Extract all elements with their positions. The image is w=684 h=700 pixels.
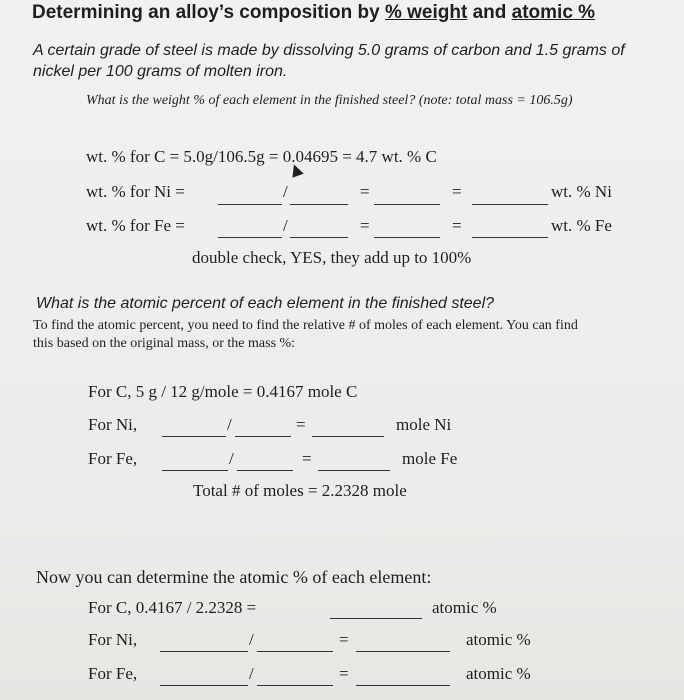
question-atomic-percent: What is the atomic percent of each element in the finished steel? [36, 295, 495, 312]
double-check-text: double check, YES, they add up to 100% [192, 248, 472, 267]
fe-atomic-blank-1[interactable] [160, 684, 248, 686]
c-atomic-unit: atomic % [432, 598, 497, 617]
fe-wt-blank-3[interactable] [374, 236, 440, 238]
fe-mol-blank-1[interactable] [162, 469, 228, 471]
total-moles: Total # of moles = 2.2328 mole [193, 481, 407, 500]
fe-mol-blank-2[interactable] [237, 469, 293, 471]
row-c-wt: wt. % for C = 5.0g/106.5g = 0.04695 = 4.7 wt. % C [86, 147, 437, 166]
ni-wt-blank-4[interactable] [472, 203, 548, 205]
row-ni-atomic-label: For Ni, [88, 630, 138, 649]
row-fe-atomic-label: For Fe, [88, 664, 138, 683]
row-ni-moles-label: For Ni, [88, 415, 138, 434]
fe-atomic-unit: atomic % [466, 664, 531, 683]
ni-mol-blank-3[interactable] [312, 435, 384, 437]
fe-mol-unit: mole Fe [402, 449, 458, 468]
ni-wt-blank-1[interactable] [218, 203, 282, 205]
ni-mol-blank-1[interactable] [162, 435, 226, 437]
ni-atomic-blank-2[interactable] [257, 650, 333, 652]
ni-wt-unit: wt. % Ni [551, 182, 612, 201]
ni-mol-unit: mole Ni [396, 415, 452, 434]
ni-atomic-blank-1[interactable] [160, 650, 248, 652]
ni-atomic-unit: atomic % [466, 630, 531, 649]
fe-atomic-blank-3[interactable] [356, 684, 450, 686]
atomic-note-line-2: this based on the original mass, or the mass %: [33, 336, 296, 351]
ni-mol-blank-2[interactable] [235, 435, 291, 437]
fe-mol-blank-3[interactable] [318, 469, 390, 471]
fe-atomic-blank-2[interactable] [257, 684, 333, 686]
fe-wt-blank-4[interactable] [472, 236, 548, 238]
fe-wt-blank-2[interactable] [290, 236, 348, 238]
question-weight-percent: What is the weight % of each element in the finished steel? (note: total mass = 106.5g) [86, 93, 573, 108]
atomic-section-heading: Now you can determine the atomic % of each element: [36, 567, 432, 587]
fe-wt-blank-1[interactable] [218, 236, 282, 238]
page-title: Determining an alloy’s composition by % weight and atomic % [32, 2, 596, 23]
row-c-atomic-label: For C, 0.4167 / 2.2328 = [88, 598, 257, 617]
row-fe-wt-label: wt. % for Fe = [86, 216, 185, 235]
atomic-note-line-1: To find the atomic percent, you need to find the relative # of moles of each element. You can find [33, 318, 578, 333]
c-atomic-blank[interactable] [330, 617, 422, 619]
intro-line-2: nickel per 100 grams of molten iron. [33, 63, 288, 80]
ni-atomic-blank-3[interactable] [356, 650, 450, 652]
fe-wt-unit: wt. % Fe [551, 216, 612, 235]
row-c-moles: For C, 5 g / 12 g/mole = 0.4167 mole C [88, 382, 358, 401]
ni-wt-blank-2[interactable] [290, 203, 348, 205]
row-fe-moles-label: For Fe, [88, 449, 138, 468]
row-ni-wt-label: wt. % for Ni = [86, 182, 185, 201]
intro-line-1: A certain grade of steel is made by dissolving 5.0 grams of carbon and 1.5 grams of [33, 42, 625, 59]
ni-wt-blank-3[interactable] [374, 203, 440, 205]
